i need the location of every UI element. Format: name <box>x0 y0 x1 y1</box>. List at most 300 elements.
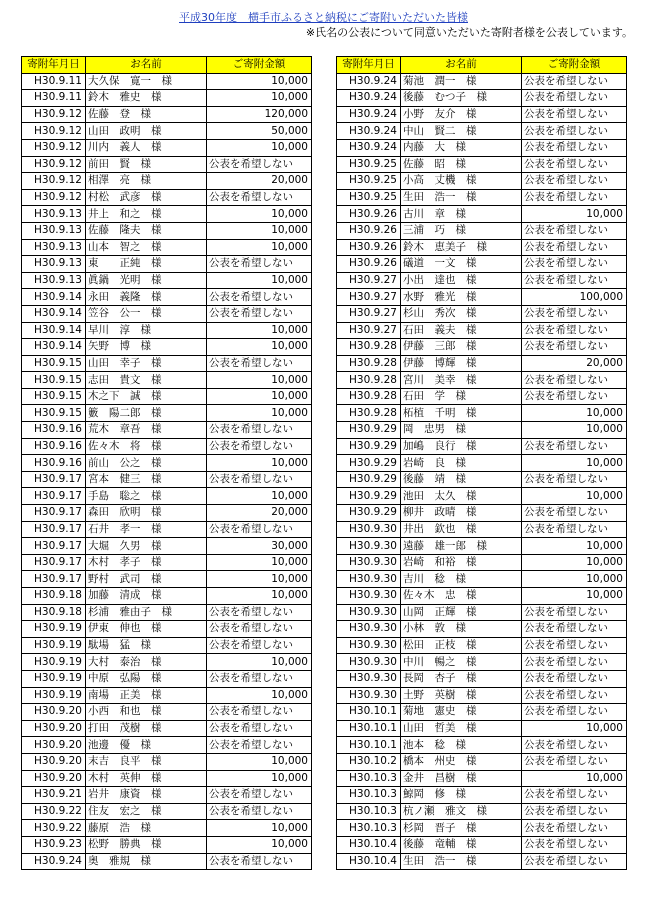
table-row <box>337 687 627 704</box>
donor-name: 菊池 潤一 様 <box>401 73 522 90</box>
donation-date: H30.9.29 <box>337 455 401 472</box>
donor-table-right-body <box>337 73 627 870</box>
donor-name: 木村 孝子 様 <box>86 554 207 571</box>
donation-amount: 50,000 <box>207 123 312 140</box>
donation-date: H30.9.13 <box>22 272 86 289</box>
donor-name: 吉川 稔 様 <box>401 571 522 588</box>
donation-date: H30.9.20 <box>22 770 86 787</box>
table-row <box>337 604 627 621</box>
donor-name: 木之下 誠 様 <box>86 388 207 405</box>
donor-name: 中原 弘陽 様 <box>86 670 207 687</box>
donor-name: 礒道 一文 様 <box>401 256 522 273</box>
table-row <box>337 405 627 422</box>
table-row <box>22 189 312 206</box>
header-amount: ご寄附金額 <box>207 57 312 74</box>
table-row <box>22 770 312 787</box>
donation-date: H30.10.4 <box>337 836 401 853</box>
donor-name: 眞鍋 光明 様 <box>86 272 207 289</box>
donor-name: 奥 雅規 様 <box>86 853 207 870</box>
table-row <box>337 372 627 389</box>
donation-date: H30.10.3 <box>337 820 401 837</box>
table-row <box>337 836 627 853</box>
donor-name: 生田 浩一 様 <box>401 189 522 206</box>
donation-amount: 公表を希望しない <box>207 737 312 754</box>
table-row <box>22 787 312 804</box>
table-row <box>337 803 627 820</box>
donation-amount: 公表を希望しない <box>207 604 312 621</box>
donation-amount: 公表を希望しない <box>522 621 627 638</box>
donor-name: 永田 義隆 様 <box>86 289 207 306</box>
table-row <box>337 339 627 356</box>
donation-date: H30.9.28 <box>337 372 401 389</box>
donation-amount: 10,000 <box>522 405 627 422</box>
donor-name: 金井 昌樹 様 <box>401 770 522 787</box>
table-row <box>22 704 312 721</box>
donation-date: H30.9.13 <box>22 222 86 239</box>
table-row <box>22 73 312 90</box>
donation-amount: 100,000 <box>522 289 627 306</box>
donation-amount: 公表を希望しない <box>522 388 627 405</box>
donor-name: 志田 貴文 様 <box>86 372 207 389</box>
donation-amount: 10,000 <box>207 687 312 704</box>
page-title: 平成30年度 横手市ふるさと納税にご寄附いただいた皆様 <box>179 11 468 24</box>
donation-date: H30.9.15 <box>22 372 86 389</box>
donation-amount: 公表を希望しない <box>207 670 312 687</box>
donation-date: H30.9.12 <box>22 106 86 123</box>
donation-date: H30.9.24 <box>22 853 86 870</box>
table-row <box>337 90 627 107</box>
donation-date: H30.9.18 <box>22 588 86 605</box>
donor-name: 笠谷 公一 様 <box>86 305 207 322</box>
donor-name: 後藤 竜輔 様 <box>401 836 522 853</box>
donor-name: 井出 欽也 様 <box>401 521 522 538</box>
donation-amount: 公表を希望しない <box>522 787 627 804</box>
donor-name: 水野 雅光 様 <box>401 289 522 306</box>
donor-name: 野村 武司 様 <box>86 571 207 588</box>
donor-name: 伊藤 博輝 様 <box>401 355 522 372</box>
donor-name: 前山 公之 様 <box>86 455 207 472</box>
donor-name: 早川 淳 様 <box>86 322 207 339</box>
donation-date: H30.9.15 <box>22 388 86 405</box>
table-row <box>22 222 312 239</box>
donation-date: H30.10.2 <box>337 753 401 770</box>
donation-amount: 公表を希望しない <box>207 305 312 322</box>
table-row <box>22 720 312 737</box>
donor-name: 大堀 久男 様 <box>86 538 207 555</box>
donor-name: 鈴木 雅史 様 <box>86 90 207 107</box>
donation-amount: 20,000 <box>522 355 627 372</box>
donation-amount: 公表を希望しない <box>522 753 627 770</box>
donor-name: 藤原 浩 様 <box>86 820 207 837</box>
table-row <box>337 488 627 505</box>
donation-amount: 10,000 <box>522 422 627 439</box>
donation-date: H30.9.28 <box>337 405 401 422</box>
donation-amount: 公表を希望しない <box>207 438 312 455</box>
donation-amount: 10,000 <box>207 488 312 505</box>
donation-amount: 公表を希望しない <box>207 637 312 654</box>
table-row <box>22 604 312 621</box>
table-row <box>22 803 312 820</box>
donation-date: H30.9.13 <box>22 256 86 273</box>
table-row <box>22 471 312 488</box>
donation-amount: 公表を希望しない <box>207 471 312 488</box>
donation-date: H30.9.13 <box>22 239 86 256</box>
donor-name: 杉山 秀次 様 <box>401 305 522 322</box>
donor-name: 山本 智之 様 <box>86 239 207 256</box>
table-row <box>337 106 627 123</box>
donation-amount: 10,000 <box>207 571 312 588</box>
donation-date: H30.9.16 <box>22 455 86 472</box>
donation-amount: 10,000 <box>522 538 627 555</box>
donor-name: 相澤 亮 様 <box>86 173 207 190</box>
donor-name: 松田 正枝 様 <box>401 637 522 654</box>
donation-amount: 公表を希望しない <box>522 256 627 273</box>
donor-name: 岩崎 良 様 <box>401 455 522 472</box>
table-row <box>22 538 312 555</box>
donation-date: H30.9.30 <box>337 670 401 687</box>
donation-amount: 公表を希望しない <box>522 90 627 107</box>
donation-amount: 公表を希望しない <box>522 505 627 522</box>
donation-amount: 公表を希望しない <box>522 156 627 173</box>
donor-name: 山岡 正輝 様 <box>401 604 522 621</box>
donation-date: H30.9.15 <box>22 405 86 422</box>
table-row <box>22 305 312 322</box>
donor-name: 池邊 優 様 <box>86 737 207 754</box>
table-row <box>22 422 312 439</box>
donation-amount: 10,000 <box>522 588 627 605</box>
donation-amount: 公表を希望しない <box>522 173 627 190</box>
table-row <box>22 521 312 538</box>
donor-name: 土野 英樹 様 <box>401 687 522 704</box>
table-row <box>337 355 627 372</box>
table-row <box>337 239 627 256</box>
donor-name: 中川 暢之 様 <box>401 654 522 671</box>
donor-name: 菊地 憲史 様 <box>401 704 522 721</box>
donor-name: 森田 欣明 様 <box>86 505 207 522</box>
table-row <box>337 654 627 671</box>
donation-date: H30.9.12 <box>22 173 86 190</box>
donation-amount: 10,000 <box>207 90 312 107</box>
donation-date: H30.9.29 <box>337 471 401 488</box>
donation-amount: 10,000 <box>522 720 627 737</box>
donation-amount: 公表を希望しない <box>522 106 627 123</box>
donation-amount: 公表を希望しない <box>207 256 312 273</box>
donation-date: H30.9.29 <box>337 505 401 522</box>
table-row <box>337 471 627 488</box>
donation-date: H30.9.30 <box>337 621 401 638</box>
donation-amount: 20,000 <box>207 505 312 522</box>
donation-amount: 公表を希望しない <box>207 422 312 439</box>
table-row <box>337 156 627 173</box>
donation-amount: 公表を希望しない <box>522 239 627 256</box>
donation-amount: 10,000 <box>522 455 627 472</box>
donation-date: H30.9.30 <box>337 604 401 621</box>
donation-amount: 公表を希望しない <box>522 322 627 339</box>
donation-date: H30.9.16 <box>22 438 86 455</box>
table-row <box>337 753 627 770</box>
donation-amount: 10,000 <box>207 455 312 472</box>
donation-date: H30.9.24 <box>337 139 401 156</box>
donor-name: 荒木 章吾 様 <box>86 422 207 439</box>
donation-date: H30.9.30 <box>337 521 401 538</box>
donor-name: 村松 武彦 様 <box>86 189 207 206</box>
donation-amount: 公表を希望しない <box>207 787 312 804</box>
donation-date: H30.9.26 <box>337 222 401 239</box>
table-row <box>22 372 312 389</box>
donor-name: 鈴木 恵美子 様 <box>401 239 522 256</box>
donor-name: 生田 浩一 様 <box>401 853 522 870</box>
table-row <box>337 173 627 190</box>
table-header-row <box>22 57 312 74</box>
table-row <box>22 256 312 273</box>
table-row <box>22 654 312 671</box>
table-row <box>22 820 312 837</box>
table-row <box>337 820 627 837</box>
table-row <box>337 737 627 754</box>
table-row <box>337 571 627 588</box>
donation-date: H30.9.13 <box>22 206 86 223</box>
donor-name: 後藤 靖 様 <box>401 471 522 488</box>
donor-name: 佐藤 登 様 <box>86 106 207 123</box>
donor-name: 末吉 良平 様 <box>86 753 207 770</box>
donation-amount: 10,000 <box>207 272 312 289</box>
donor-name: 南場 正美 様 <box>86 687 207 704</box>
table-row <box>337 139 627 156</box>
donor-name: 前田 賢 様 <box>86 156 207 173</box>
donation-amount: 10,000 <box>207 222 312 239</box>
donation-amount: 10,000 <box>207 372 312 389</box>
donation-amount: 10,000 <box>522 206 627 223</box>
donation-date: H30.9.24 <box>337 73 401 90</box>
table-row <box>22 438 312 455</box>
donation-date: H30.9.19 <box>22 687 86 704</box>
donor-name: 杉岡 晋子 様 <box>401 820 522 837</box>
donor-name: 伊東 伸也 様 <box>86 621 207 638</box>
donation-date: H30.9.25 <box>337 173 401 190</box>
donation-date: H30.9.14 <box>22 289 86 306</box>
donor-name: 小野 友介 様 <box>401 106 522 123</box>
donation-amount: 公表を希望しない <box>522 737 627 754</box>
donation-amount: 10,000 <box>207 405 312 422</box>
donation-date: H30.9.14 <box>22 305 86 322</box>
table-row <box>22 753 312 770</box>
donation-date: H30.9.27 <box>337 272 401 289</box>
donor-name: 柳井 政晴 様 <box>401 505 522 522</box>
donor-name: 山田 哲美 様 <box>401 720 522 737</box>
donation-amount: 10,000 <box>207 836 312 853</box>
donor-name: 松野 勝典 様 <box>86 836 207 853</box>
donor-name: 後藤 むつ子 様 <box>401 90 522 107</box>
donation-date: H30.9.28 <box>337 355 401 372</box>
donor-name: 内藤 大 様 <box>401 139 522 156</box>
donation-date: H30.9.30 <box>337 554 401 571</box>
donation-amount: 公表を希望しない <box>207 720 312 737</box>
donation-amount: 10,000 <box>522 488 627 505</box>
donation-amount: 公表を希望しない <box>207 704 312 721</box>
donation-date: H30.10.3 <box>337 770 401 787</box>
donation-date: H30.10.1 <box>337 720 401 737</box>
donation-amount: 公表を希望しない <box>207 853 312 870</box>
donor-name: 加嶋 良行 様 <box>401 438 522 455</box>
donor-name: 大久保 寛一 様 <box>86 73 207 90</box>
table-row <box>337 621 627 638</box>
table-header-row <box>337 57 627 74</box>
table-row <box>337 206 627 223</box>
donation-date: H30.9.17 <box>22 488 86 505</box>
header-name: お名前 <box>401 57 522 74</box>
donor-name: 遠藤 雄一郎 様 <box>401 538 522 555</box>
donor-name: 石田 義夫 様 <box>401 322 522 339</box>
donation-date: H30.9.14 <box>22 339 86 356</box>
donation-date: H30.9.29 <box>337 488 401 505</box>
donor-name: 古川 章 様 <box>401 206 522 223</box>
donation-date: H30.10.3 <box>337 787 401 804</box>
table-row <box>22 355 312 372</box>
donor-name: 杉浦 雅由子 様 <box>86 604 207 621</box>
table-row <box>22 737 312 754</box>
donation-date: H30.9.19 <box>22 637 86 654</box>
table-row <box>337 720 627 737</box>
donation-date: H30.9.11 <box>22 73 86 90</box>
donation-date: H30.9.29 <box>337 422 401 439</box>
table-row <box>22 90 312 107</box>
donation-date: H30.9.28 <box>337 339 401 356</box>
donation-amount: 公表を希望しない <box>522 853 627 870</box>
donation-date: H30.9.12 <box>22 123 86 140</box>
donation-date: H30.9.12 <box>22 189 86 206</box>
donation-date: H30.10.1 <box>337 704 401 721</box>
donation-date: H30.10.3 <box>337 803 401 820</box>
donor-table-left <box>21 56 312 870</box>
donation-date: H30.9.28 <box>337 388 401 405</box>
donation-amount: 公表を希望しない <box>522 803 627 820</box>
donation-amount: 10,000 <box>522 571 627 588</box>
donation-date: H30.9.17 <box>22 571 86 588</box>
table-row <box>337 305 627 322</box>
table-row <box>337 256 627 273</box>
table-row <box>337 554 627 571</box>
donation-date: H30.9.30 <box>337 687 401 704</box>
table-row <box>22 106 312 123</box>
donation-amount: 公表を希望しない <box>522 521 627 538</box>
donor-name: 柘植 千明 様 <box>401 405 522 422</box>
donation-amount: 公表を希望しない <box>522 438 627 455</box>
table-row <box>337 289 627 306</box>
table-row <box>337 388 627 405</box>
donation-date: H30.9.22 <box>22 820 86 837</box>
donation-amount: 公表を希望しない <box>522 471 627 488</box>
donation-date: H30.9.30 <box>337 571 401 588</box>
donation-date: H30.10.1 <box>337 737 401 754</box>
table-row <box>22 139 312 156</box>
donation-amount: 10,000 <box>207 753 312 770</box>
donor-name: 三浦 巧 様 <box>401 222 522 239</box>
header-date: 寄附年月日 <box>22 57 86 74</box>
table-row <box>337 422 627 439</box>
donor-name: 佐藤 昭 様 <box>401 156 522 173</box>
table-row <box>337 853 627 870</box>
donor-name: 佐々木 将 様 <box>86 438 207 455</box>
donor-name: 加藤 清成 様 <box>86 588 207 605</box>
donor-name: 岡 忠男 様 <box>401 422 522 439</box>
donor-name: 籔 陽二郎 様 <box>86 405 207 422</box>
donation-date: H30.9.12 <box>22 139 86 156</box>
table-row <box>22 405 312 422</box>
donation-date: H30.9.17 <box>22 521 86 538</box>
donation-amount: 公表を希望しない <box>207 355 312 372</box>
table-row <box>22 173 312 190</box>
donation-date: H30.9.17 <box>22 538 86 555</box>
donor-name: 池田 太久 様 <box>401 488 522 505</box>
table-row <box>22 505 312 522</box>
table-row <box>337 637 627 654</box>
donor-name: 長岡 杏子 様 <box>401 670 522 687</box>
donation-amount: 公表を希望しない <box>522 139 627 156</box>
table-row <box>22 571 312 588</box>
donation-date: H30.9.18 <box>22 604 86 621</box>
donation-date: H30.10.4 <box>337 853 401 870</box>
donation-date: H30.9.30 <box>337 654 401 671</box>
donation-date: H30.9.14 <box>22 322 86 339</box>
donation-amount: 10,000 <box>207 654 312 671</box>
table-row <box>22 388 312 405</box>
donation-date: H30.9.30 <box>337 588 401 605</box>
donor-name: 東 正純 様 <box>86 256 207 273</box>
table-row <box>337 670 627 687</box>
donation-date: H30.9.19 <box>22 654 86 671</box>
donor-name: 岩崎 和裕 様 <box>401 554 522 571</box>
donation-amount: 公表を希望しない <box>522 654 627 671</box>
donor-name: 橋本 州史 様 <box>401 753 522 770</box>
donor-table-left-body <box>22 73 312 870</box>
table-row <box>22 272 312 289</box>
table-row <box>337 770 627 787</box>
donor-name: 石田 学 様 <box>401 388 522 405</box>
donor-name: 佐藤 隆夫 様 <box>86 222 207 239</box>
table-row <box>22 853 312 870</box>
table-row <box>337 73 627 90</box>
donor-name: 手島 聡之 様 <box>86 488 207 505</box>
table-row <box>337 521 627 538</box>
disclosure-note: ※氏名の公表について同意いただいた寄附者様を公表しています。 <box>305 26 633 39</box>
table-row <box>22 206 312 223</box>
donor-name: 山田 政明 様 <box>86 123 207 140</box>
donation-amount: 公表を希望しない <box>522 820 627 837</box>
donation-amount: 公表を希望しない <box>207 189 312 206</box>
donation-amount: 10,000 <box>207 139 312 156</box>
donor-name: 矢野 博 様 <box>86 339 207 356</box>
donation-amount: 10,000 <box>207 73 312 90</box>
table-row <box>337 322 627 339</box>
donation-amount: 公表を希望しない <box>522 670 627 687</box>
donation-date: H30.9.27 <box>337 322 401 339</box>
donor-name: 岩井 康資 様 <box>86 787 207 804</box>
donation-amount: 公表を希望しない <box>522 836 627 853</box>
donor-table-right <box>336 56 627 870</box>
donation-date: H30.9.20 <box>22 737 86 754</box>
donation-amount: 30,000 <box>207 538 312 555</box>
donation-amount: 公表を希望しない <box>522 222 627 239</box>
donation-date: H30.9.19 <box>22 621 86 638</box>
donor-name: 鯨岡 修 様 <box>401 787 522 804</box>
donation-date: H30.9.24 <box>337 90 401 107</box>
donation-date: H30.9.19 <box>22 670 86 687</box>
donor-name: 池本 稔 様 <box>401 737 522 754</box>
donation-date: H30.9.25 <box>337 189 401 206</box>
table-row <box>22 637 312 654</box>
table-row <box>337 455 627 472</box>
table-row <box>337 272 627 289</box>
